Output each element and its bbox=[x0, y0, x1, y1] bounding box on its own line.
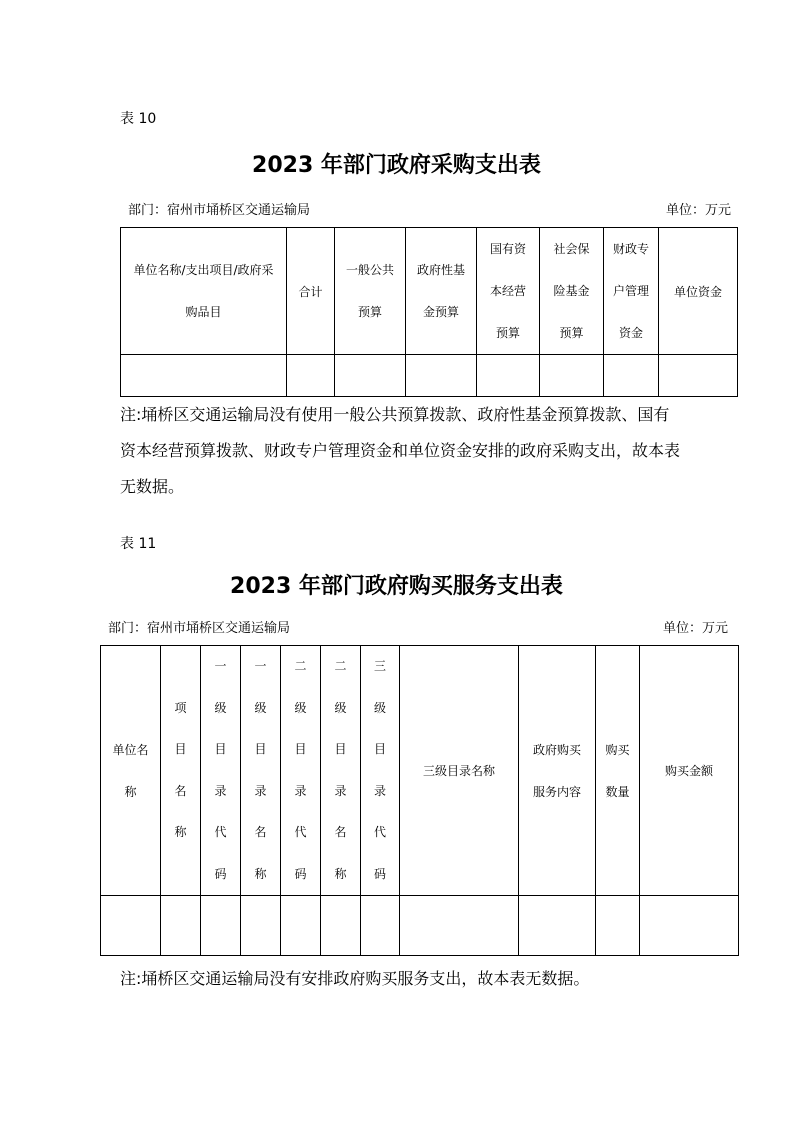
table11-header-row bbox=[101, 646, 739, 896]
table10-label: 表 10 bbox=[120, 111, 157, 127]
table10-title: 2023 年部门政府采购支出表 bbox=[252, 153, 541, 178]
table11-header-l1-name: 一级目录名称 bbox=[241, 646, 281, 896]
table11-header-service-content: 政府购买服务内容 bbox=[519, 646, 596, 896]
table10-header-special-account: 财政专户管理资金 bbox=[604, 228, 659, 355]
table10-note: 注:埇桥区交通运输局没有使用一般公共预算拨款、政府性基金预算拨款、国有资本经营预算拨款、财政专户管理资金和单位资金安排的政府采购支出，故本表无数据。 bbox=[120, 405, 681, 496]
table11-header-l3-name: 三级目录名称 bbox=[400, 646, 519, 896]
table10-header-state-capital: 国有资本经营预算 bbox=[477, 228, 540, 355]
table10-header-fund-budget: 政府性基金预算 bbox=[406, 228, 477, 355]
table10-header-name: 单位名称/支出项目/政府采购品目 bbox=[121, 228, 287, 355]
table11-header-unit-name: 单位名称 bbox=[101, 646, 161, 896]
table10-header-social-insurance: 社会保险基金预算 bbox=[540, 228, 604, 355]
table11-label: 表 11 bbox=[120, 536, 157, 552]
table11-header-project-name: 项目名称 bbox=[161, 646, 201, 896]
table11-department: 部门：宿州市埇桥区交通运输局 bbox=[108, 621, 291, 636]
table11-unit: 单位：万元 bbox=[663, 621, 729, 636]
table10-header-general-budget: 一般公共预算 bbox=[335, 228, 406, 355]
table11-header-l2-code: 二级目录代码 bbox=[281, 646, 321, 896]
table11-header-l3-code: 三级目录代码 bbox=[361, 646, 400, 896]
table10-header-row bbox=[121, 228, 738, 355]
table10-header-total: 合计 bbox=[287, 228, 335, 355]
table11-note: 注:埇桥区交通运输局没有安排政府购买服务支出，故本表无数据。 bbox=[120, 969, 590, 988]
table10-header-unit-funds: 单位资金 bbox=[659, 228, 738, 355]
table10-unit: 单位：万元 bbox=[666, 203, 732, 218]
table11-header-quantity: 购买数量 bbox=[596, 646, 640, 896]
table11-header-amount: 购买金额 bbox=[640, 646, 739, 896]
table11-empty-row bbox=[101, 896, 739, 956]
table10-department: 部门：宿州市埇桥区交通运输局 bbox=[128, 203, 311, 218]
table11-grid bbox=[100, 645, 739, 956]
table11-header-l2-name: 二级目录名称 bbox=[321, 646, 361, 896]
table10-empty-row bbox=[121, 355, 738, 397]
table11-title: 2023 年部门政府购买服务支出表 bbox=[230, 574, 563, 599]
table11-header-l1-code: 一级目录代码 bbox=[201, 646, 241, 896]
table10-grid bbox=[120, 227, 738, 397]
